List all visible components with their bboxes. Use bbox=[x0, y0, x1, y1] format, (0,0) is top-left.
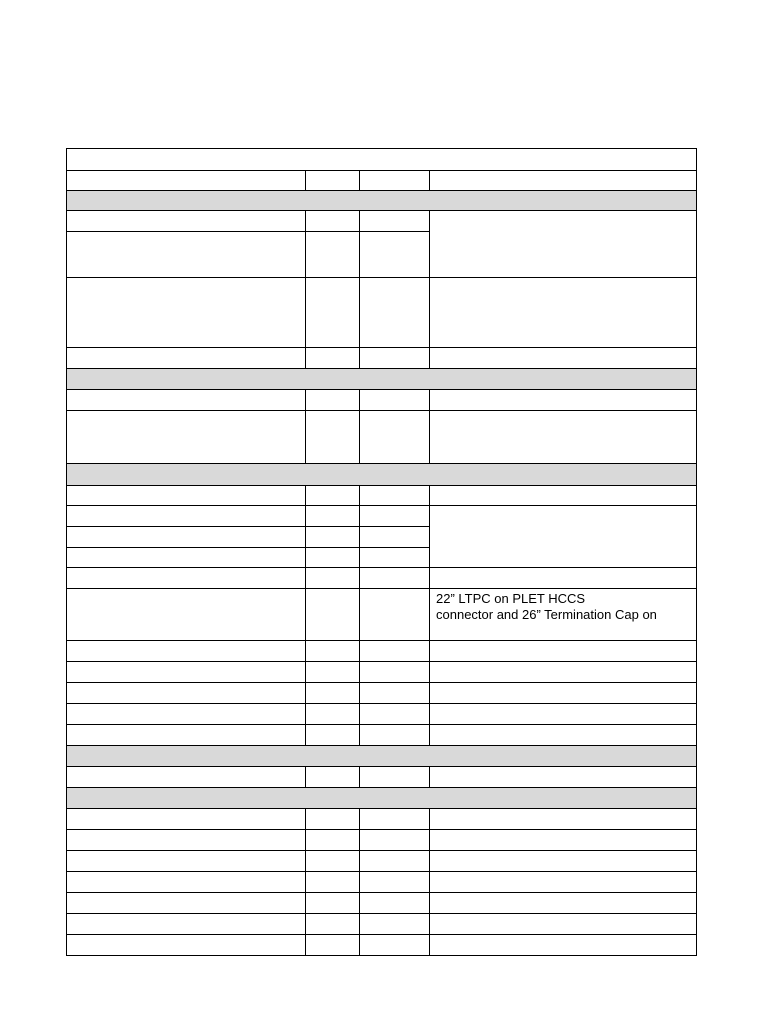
table-cell bbox=[360, 548, 430, 568]
table-cell bbox=[430, 851, 697, 872]
table-row bbox=[67, 893, 697, 914]
table-cell bbox=[67, 348, 306, 369]
header-cell bbox=[306, 171, 360, 191]
table-cell bbox=[430, 725, 697, 746]
table-cell bbox=[67, 830, 306, 851]
table-cell bbox=[306, 486, 360, 506]
table-cell bbox=[306, 506, 360, 527]
table-cell bbox=[67, 390, 306, 411]
table-cell bbox=[430, 486, 697, 506]
table-cell bbox=[306, 683, 360, 704]
table-cell bbox=[306, 390, 360, 411]
table-cell bbox=[306, 548, 360, 568]
table-row bbox=[67, 211, 697, 232]
table-cell bbox=[360, 390, 430, 411]
table-cell bbox=[67, 506, 306, 527]
table-cell bbox=[306, 278, 360, 348]
table-row bbox=[67, 348, 697, 369]
table-row bbox=[67, 506, 697, 527]
table-cell bbox=[67, 568, 306, 589]
table-cell bbox=[67, 527, 306, 548]
table-cell bbox=[360, 641, 430, 662]
table-cell bbox=[306, 872, 360, 893]
section-header-cell bbox=[67, 464, 697, 486]
table-cell bbox=[430, 914, 697, 935]
section-header-cell bbox=[67, 746, 697, 767]
section-row bbox=[67, 191, 697, 211]
section-header-cell bbox=[67, 369, 697, 390]
table-cell bbox=[67, 486, 306, 506]
table-cell bbox=[430, 893, 697, 914]
table-cell bbox=[360, 935, 430, 956]
table-cell bbox=[67, 851, 306, 872]
table-cell bbox=[360, 486, 430, 506]
table-cell bbox=[360, 767, 430, 788]
section-row bbox=[67, 746, 697, 767]
table-cell bbox=[430, 568, 697, 589]
table-cell bbox=[430, 390, 697, 411]
table-cell bbox=[67, 725, 306, 746]
table-cell bbox=[360, 830, 430, 851]
table-row bbox=[67, 589, 697, 641]
table-cell bbox=[360, 411, 430, 464]
table-cell bbox=[306, 662, 360, 683]
table-cell bbox=[360, 506, 430, 527]
table-cell bbox=[306, 935, 360, 956]
table-cell bbox=[306, 232, 360, 278]
table-row bbox=[67, 683, 697, 704]
table-cell bbox=[67, 411, 306, 464]
table-row bbox=[67, 830, 697, 851]
table-cell bbox=[360, 809, 430, 830]
table-cell bbox=[306, 704, 360, 725]
table-cell bbox=[67, 589, 306, 641]
table-cell bbox=[430, 935, 697, 956]
table-header-row bbox=[67, 171, 697, 191]
ltpc-note-text: 22” LTPC on PLET HCCS connector and 26” Termination Cap on bbox=[436, 591, 657, 622]
header-cell bbox=[360, 171, 430, 191]
table-cell bbox=[306, 725, 360, 746]
table-cell bbox=[360, 893, 430, 914]
table-cell bbox=[430, 704, 697, 725]
table-cell-note bbox=[430, 589, 697, 641]
table-cell bbox=[306, 893, 360, 914]
table-cell bbox=[430, 411, 697, 464]
table-cell bbox=[67, 211, 306, 232]
section-row bbox=[67, 788, 697, 809]
table-cell bbox=[67, 662, 306, 683]
table-cell bbox=[360, 348, 430, 369]
table-cell bbox=[67, 641, 306, 662]
table-row bbox=[67, 278, 697, 348]
table-title-row bbox=[67, 149, 697, 171]
table-cell bbox=[360, 662, 430, 683]
table-row bbox=[67, 641, 697, 662]
table-row bbox=[67, 704, 697, 725]
table-cell bbox=[67, 232, 306, 278]
table-row bbox=[67, 767, 697, 788]
document-table bbox=[66, 148, 697, 956]
table-row bbox=[67, 809, 697, 830]
table-cell bbox=[360, 278, 430, 348]
header-cell bbox=[430, 171, 697, 191]
table-title-cell bbox=[67, 149, 697, 171]
table-cell bbox=[306, 851, 360, 872]
table-cell bbox=[360, 851, 430, 872]
table-cell bbox=[430, 830, 697, 851]
table-cell bbox=[67, 278, 306, 348]
table-cell bbox=[67, 767, 306, 788]
table-cell bbox=[67, 935, 306, 956]
table-row bbox=[67, 662, 697, 683]
table-cell bbox=[306, 830, 360, 851]
table-cell bbox=[67, 683, 306, 704]
table-cell bbox=[67, 704, 306, 725]
table-cell bbox=[360, 568, 430, 589]
table-cell bbox=[360, 872, 430, 893]
table-cell bbox=[360, 914, 430, 935]
section-header-cell bbox=[67, 788, 697, 809]
table-cell bbox=[430, 809, 697, 830]
table-cell bbox=[360, 589, 430, 641]
table-cell bbox=[306, 589, 360, 641]
table-cell bbox=[67, 872, 306, 893]
section-header-cell bbox=[67, 191, 697, 211]
table-cell bbox=[360, 211, 430, 232]
table-cell bbox=[430, 348, 697, 369]
table-cell bbox=[430, 662, 697, 683]
table-cell bbox=[360, 704, 430, 725]
table-cell bbox=[430, 872, 697, 893]
table-row bbox=[67, 390, 697, 411]
table-cell bbox=[306, 641, 360, 662]
section-row bbox=[67, 369, 697, 390]
table-cell bbox=[430, 211, 697, 278]
table-cell bbox=[306, 809, 360, 830]
table-row bbox=[67, 725, 697, 746]
table-cell bbox=[306, 914, 360, 935]
table-cell bbox=[306, 211, 360, 232]
table-row bbox=[67, 411, 697, 464]
table-cell bbox=[306, 568, 360, 589]
table-cell bbox=[306, 527, 360, 548]
table-cell bbox=[430, 506, 697, 568]
table-cell bbox=[430, 683, 697, 704]
table-row bbox=[67, 851, 697, 872]
table-cell bbox=[360, 683, 430, 704]
table-cell bbox=[67, 914, 306, 935]
table-cell bbox=[67, 809, 306, 830]
table-cell bbox=[360, 725, 430, 746]
table-cell bbox=[306, 411, 360, 464]
table-row bbox=[67, 568, 697, 589]
table-cell bbox=[430, 278, 697, 348]
table-cell bbox=[430, 641, 697, 662]
table-row bbox=[67, 914, 697, 935]
table-cell bbox=[67, 548, 306, 568]
table-cell bbox=[360, 232, 430, 278]
section-row bbox=[67, 464, 697, 486]
table-cell bbox=[360, 527, 430, 548]
header-cell bbox=[67, 171, 306, 191]
table-cell bbox=[306, 767, 360, 788]
table-cell bbox=[67, 893, 306, 914]
table-cell bbox=[306, 348, 360, 369]
table-row bbox=[67, 486, 697, 506]
table-cell bbox=[430, 767, 697, 788]
table-row bbox=[67, 935, 697, 956]
table-row bbox=[67, 872, 697, 893]
